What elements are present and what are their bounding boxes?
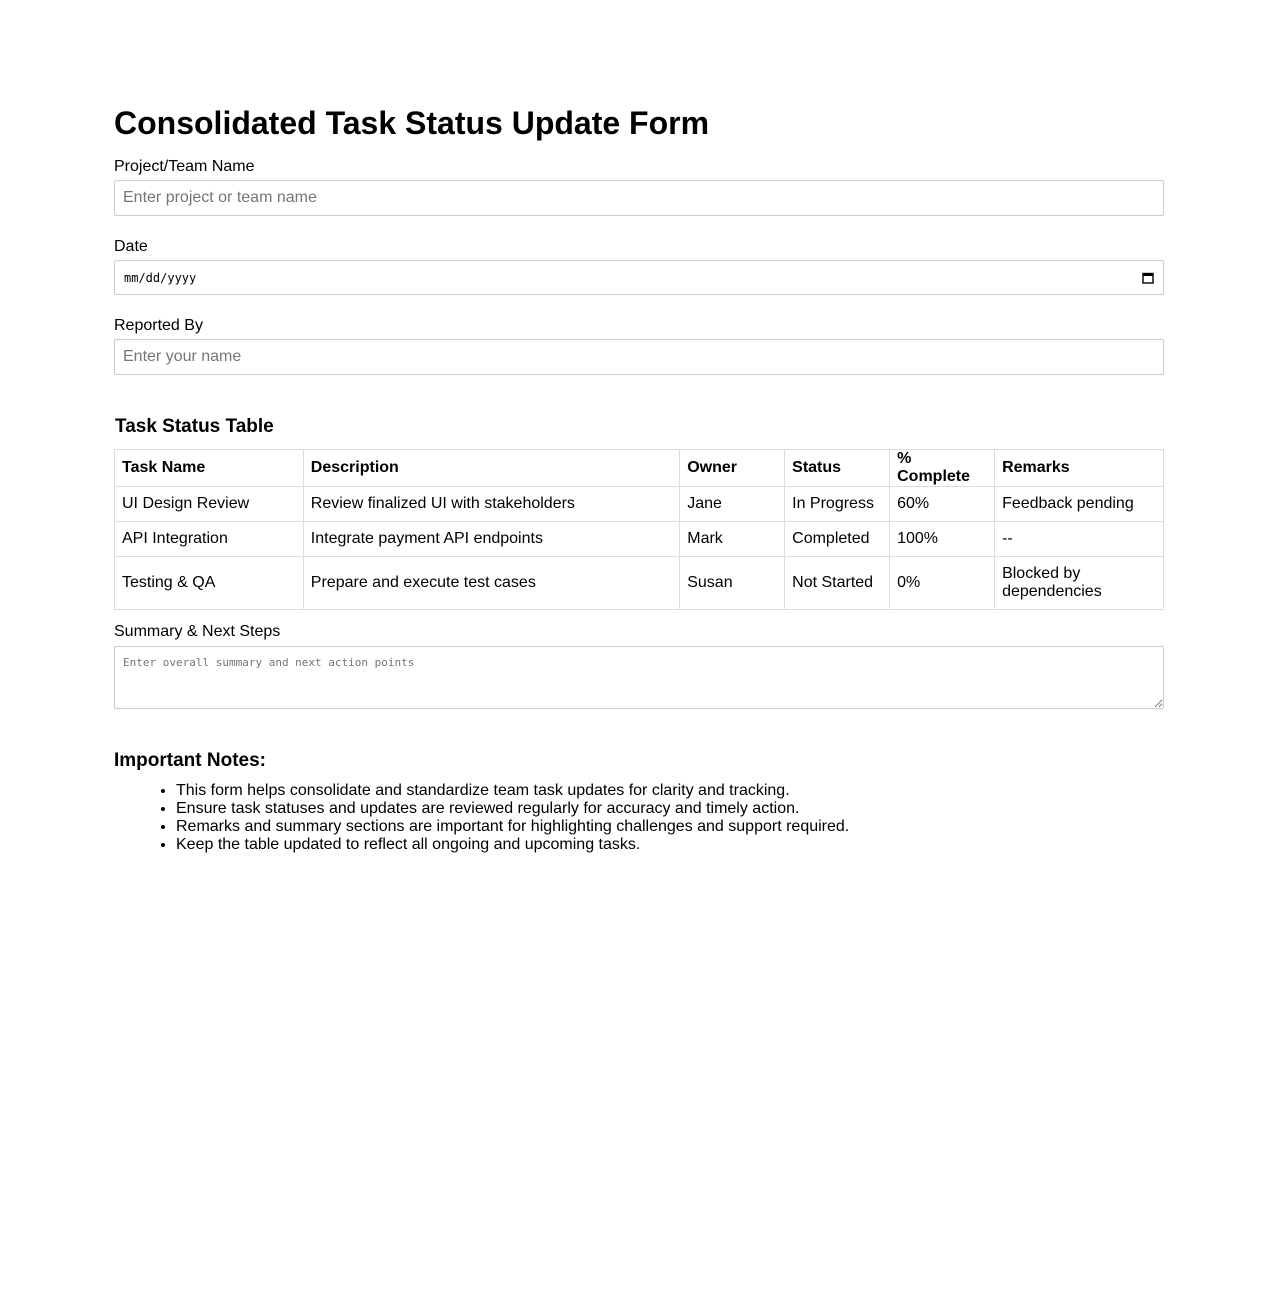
calendar-icon[interactable] xyxy=(1142,272,1154,284)
summary-textarea[interactable] xyxy=(114,646,1164,709)
table-row xyxy=(115,557,1164,610)
cell-task-name: Testing & QA xyxy=(115,557,304,610)
table-row xyxy=(115,522,1164,557)
reported-by-input[interactable] xyxy=(114,339,1164,375)
cell-description: Integrate payment API endpoints xyxy=(303,522,679,557)
date-placeholder: mm/dd/yyyy xyxy=(124,270,197,285)
date-label: Date xyxy=(114,238,148,255)
cell-remarks: Feedback pending xyxy=(995,487,1164,522)
project-name-input[interactable] xyxy=(114,180,1164,216)
notes-title: Important Notes: xyxy=(114,750,266,771)
cell-owner: Jane xyxy=(680,487,785,522)
list-item: • Keep the table updated to reflect all ongoing and upcoming tasks. xyxy=(176,836,849,854)
notes-list xyxy=(114,782,849,854)
cell-percent-complete: 60% xyxy=(890,487,995,522)
date-input[interactable] xyxy=(114,260,1164,295)
header-percent-complete: % Complete xyxy=(890,450,995,487)
header-remarks: Remarks xyxy=(995,450,1164,487)
cell-status: In Progress xyxy=(785,487,890,522)
table-header-row xyxy=(115,450,1164,487)
reported-by-label: Reported By xyxy=(114,317,203,334)
summary-label: Summary & Next Steps xyxy=(114,623,281,640)
table-row xyxy=(115,487,1164,522)
list-item: • Ensure task statuses and updates are reviewed regularly for accuracy and timely action. xyxy=(176,800,849,818)
list-item: • This form helps consolidate and standardize team task updates for clarity and tracking. xyxy=(176,782,849,800)
cell-remarks: -- xyxy=(995,522,1164,557)
header-task-name: Task Name xyxy=(115,450,304,487)
cell-owner: Mark xyxy=(680,522,785,557)
task-status-table xyxy=(114,449,1164,610)
header-description: Description xyxy=(303,450,679,487)
task-table-title: Task Status Table xyxy=(115,416,274,437)
cell-percent-complete: 0% xyxy=(890,557,995,610)
header-status: Status xyxy=(785,450,890,487)
cell-description: Prepare and execute test cases xyxy=(303,557,679,610)
list-item: • Remarks and summary sections are important for highlighting challenges and support required. xyxy=(176,818,849,836)
cell-remarks: Blocked by dependencies xyxy=(995,557,1164,610)
cell-description: Review finalized UI with stakeholders xyxy=(303,487,679,522)
cell-owner: Susan xyxy=(680,557,785,610)
cell-percent-complete: 100% xyxy=(890,522,995,557)
project-name-label: Project/Team Name xyxy=(114,158,255,175)
page-title: Consolidated Task Status Update Form xyxy=(114,105,710,141)
cell-task-name: API Integration xyxy=(115,522,304,557)
header-owner: Owner xyxy=(680,450,785,487)
cell-status: Completed xyxy=(785,522,890,557)
cell-status: Not Started xyxy=(785,557,890,610)
cell-task-name: UI Design Review xyxy=(115,487,304,522)
